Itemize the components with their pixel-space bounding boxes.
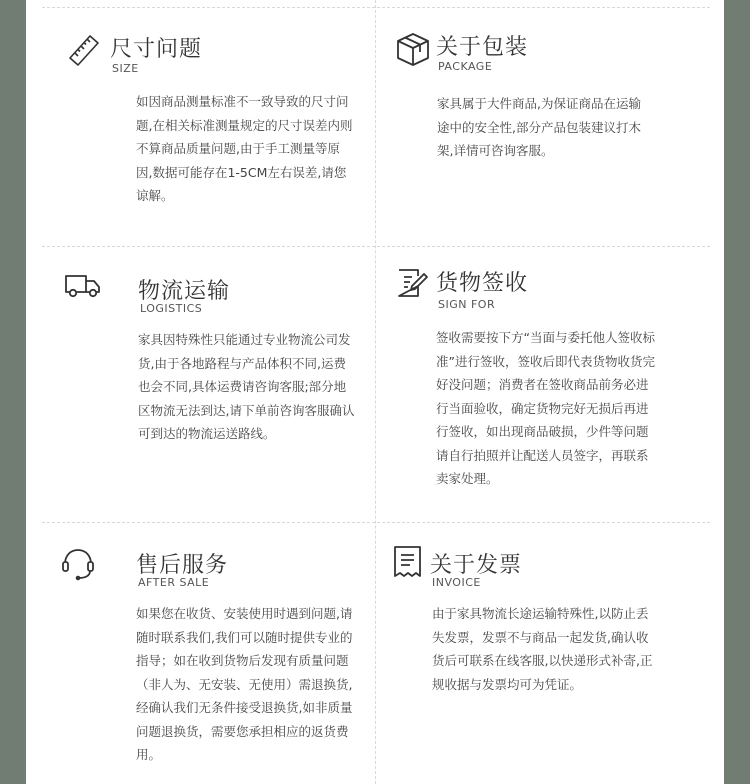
section-body: 家具属于大件商品,为保证商品在运输途中的安全性,部分产品包装建议打木架,详情可咨询客服。 bbox=[437, 96, 641, 158]
section-body: 如因商品测量标准不一致导致的尺寸问题,在相关标准测量规定的尺寸误差内则不算商品质量问题,由于手工测量等原因,数据可能存在1-5CM左右误差,请您谅解。 bbox=[136, 94, 353, 203]
ruler-icon bbox=[66, 32, 106, 72]
section-subtitle: LOGISTICS bbox=[140, 302, 203, 315]
section-subtitle: SIGN FOR bbox=[438, 298, 496, 311]
row-divider bbox=[42, 7, 710, 8]
sign-form-icon bbox=[396, 266, 436, 306]
after-sale-info-panel bbox=[26, 0, 724, 784]
headset-icon bbox=[60, 546, 100, 586]
section-subtitle: PACKAGE bbox=[438, 60, 493, 73]
section-subtitle: AFTER SALE bbox=[138, 576, 210, 589]
section-body: 由于家具物流长途运输特殊性,以防止丢失发票，发票不与商品一起发货,确认收货后可联系在线客服,以快递形式补寄,正规收据与发票均可为凭证。 bbox=[432, 606, 653, 692]
section-body: 如果您在收货、安装使用时遇到问题,请随时联系我们,我们可以随时提供专业的指导；如在收到货物后发现有质量问题（非人为、无安装、无使用）需退换货,经确认我们无条件接受退换货,如非质量问题退换货，需要您承担相应的返货费用。 bbox=[136, 606, 353, 762]
section-title: 售后服务 bbox=[136, 553, 229, 578]
package-box-icon bbox=[394, 30, 434, 70]
row-divider bbox=[42, 246, 710, 247]
section-title: 关于包装 bbox=[436, 35, 529, 60]
section-title: 关于发票 bbox=[430, 553, 523, 578]
invoice-receipt-icon bbox=[392, 544, 432, 584]
column-divider bbox=[375, 0, 376, 784]
section-subtitle: SIZE bbox=[112, 62, 139, 75]
section-title: 尺寸问题 bbox=[110, 37, 203, 62]
section-body: 家具因特殊性只能通过专业物流公司发货,由于各地路程与产品体积不同,运费也会不同,具体运费请咨询客服;部分地区物流无法到达,请下单前咨询客服确认可到达的物流运送路线。 bbox=[138, 332, 355, 441]
section-title: 货物签收 bbox=[436, 271, 529, 296]
truck-icon bbox=[64, 270, 104, 310]
section-body: 签收需要按下方“当面与委托他人签收标准”进行签收，签收后即代表货物收货完好没问题；消费者在签收商品前务必进行当面验收，确定货物完好无损后再进行签收，如出现商品破损，少件等问题请自行拍照并让配送人员签字，再联系卖家处理。 bbox=[436, 330, 655, 486]
section-title: 物流运输 bbox=[138, 279, 231, 304]
section-subtitle: INVOICE bbox=[432, 576, 481, 589]
row-divider bbox=[42, 522, 710, 523]
